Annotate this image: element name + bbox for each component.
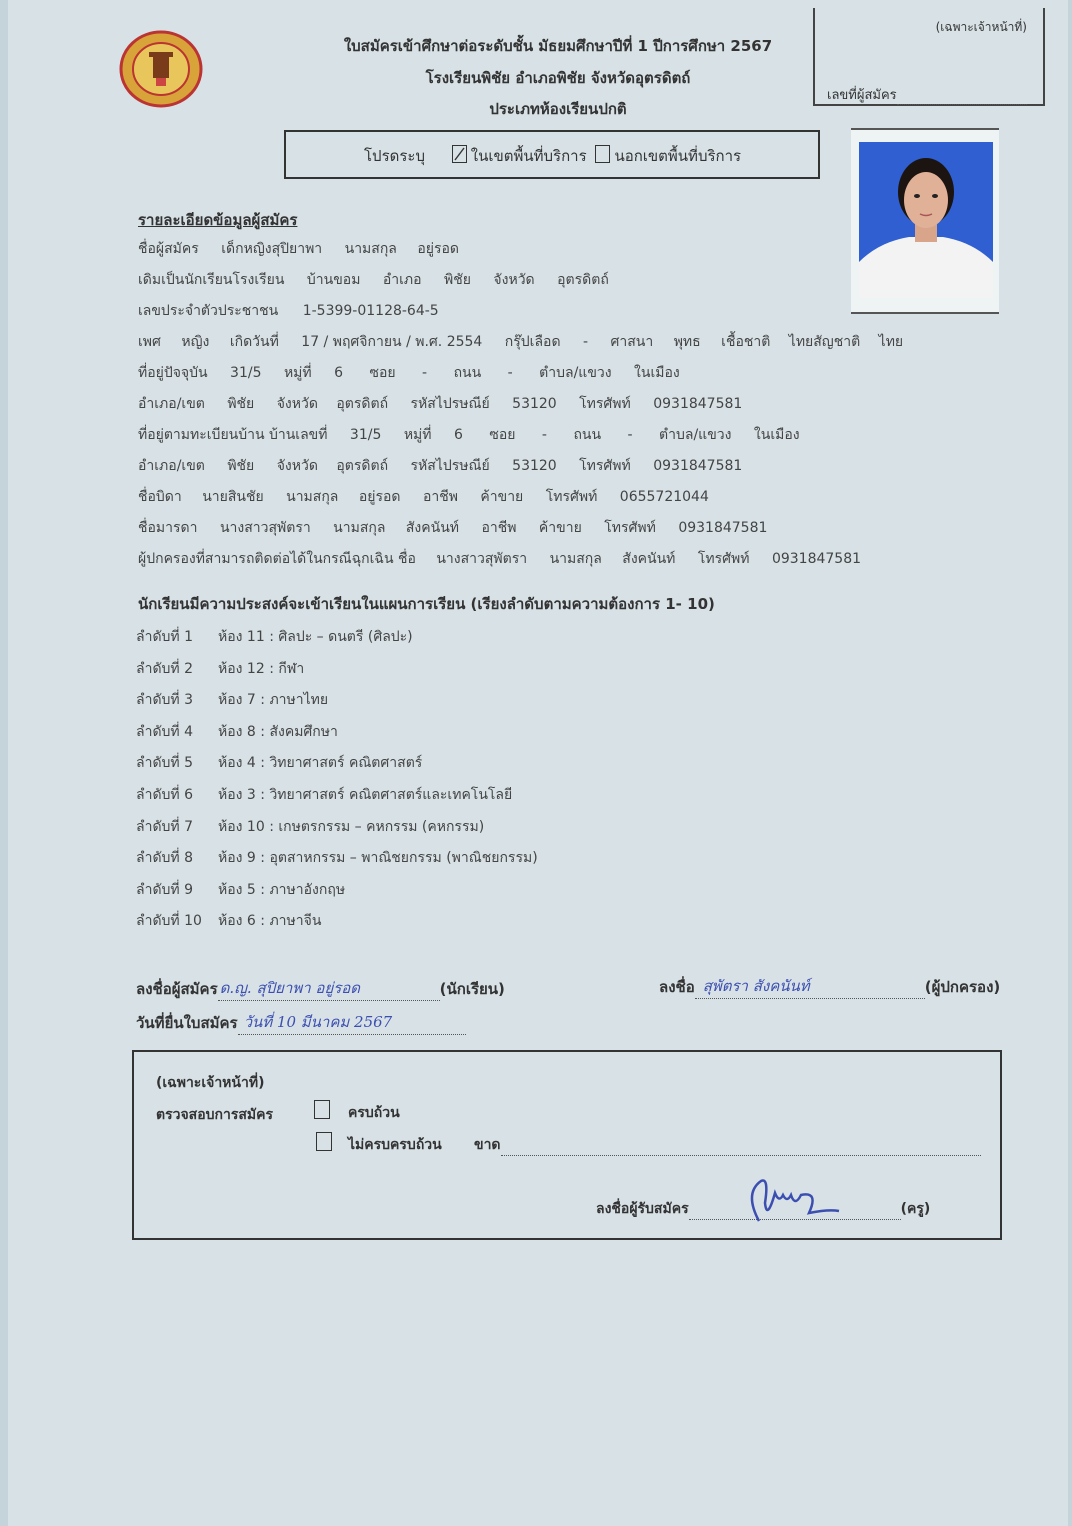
registered-district-row: อำเภอ/เขต พิชัย จังหวัด อุตรดิตถ์ รหัสไปรษณีย์ 53120 โทรศัพท์ 0931847581 bbox=[138, 458, 743, 474]
submit-date-row: วันที่ยื่นใบสมัคร วันที่ 10 มีนาคม 2567 bbox=[136, 1010, 466, 1035]
choice-rank: ลำดับที่ 4 bbox=[136, 723, 194, 740]
choice-rank: ลำดับที่ 6 bbox=[136, 787, 194, 803]
check-application-label: ตรวจสอบการสมัคร bbox=[156, 1107, 274, 1123]
choice-room: ห้อง 5 : ภาษาอังกฤษ bbox=[218, 881, 346, 898]
current-district-row: อำเภอ/เขต พิชัย จังหวัด อุตรดิตถ์ รหัสไปรษณีย์ 53120 โทรศัพท์ 0931847581 bbox=[138, 396, 743, 412]
choice-rank: ลำดับที่ 7 bbox=[136, 818, 194, 835]
application-form bbox=[8, 0, 1068, 1526]
choice-room: ห้อง 6 : ภาษาจีน bbox=[218, 913, 322, 930]
office-use-title: (เฉพาะเจ้าหน้าที่) bbox=[156, 1075, 265, 1091]
applicant-number-field[interactable]: เลขที่ผู้สมัคร bbox=[827, 84, 1027, 105]
official-use-label: (เฉพาะเจ้าหน้าที่) bbox=[935, 20, 1027, 34]
out-area-label: นอกเขตพื้นที่บริการ bbox=[614, 147, 742, 165]
birth-date: 17 / พฤศจิกายน / พ.ศ. 2554 bbox=[301, 334, 483, 350]
choice-rank: ลำดับที่ 3 bbox=[136, 692, 194, 709]
plan-choice-7 bbox=[136, 816, 484, 838]
choice-rank: ลำดับที่ 5 bbox=[136, 755, 194, 772]
in-area-label: ในเขตพื้นที่บริการ bbox=[470, 147, 587, 165]
guardian-row: ผู้ปกครองที่สามารถติดต่อได้ในกรณีฉุกเฉิน ชื่อ นางสาวสุพัตรา นามสกุล สังคนันท์ โทรศัพท์ 0931847581 bbox=[138, 548, 861, 570]
previous-school-row: เดิมเป็นนักเรียนโรงเรียน บ้านขอม อำเภอ พิชัย จังหวัด อุตรดิตถ์ bbox=[138, 269, 609, 291]
choice-rank: ลำดับที่ 1 bbox=[136, 629, 194, 645]
applicant-name: เด็กหญิงสุปิยาพา bbox=[221, 241, 323, 257]
office-use-section bbox=[132, 1050, 1002, 1240]
applicant-photo bbox=[851, 128, 999, 314]
plan-choice-3 bbox=[136, 689, 328, 711]
plan-preference-title: นักเรียนมีความประสงค์จะเข้าเรียนในแผนการเรียน (เรียงลำดับตามความต้องการ 1- 10) bbox=[138, 595, 715, 613]
choice-room: ห้อง 8 : สังคมศึกษา bbox=[218, 723, 338, 740]
applicant-signature[interactable]: ด.ญ. สุปิยาพา อยู่รอด bbox=[218, 976, 440, 1001]
complete-label: ครบถ้วน bbox=[348, 1105, 400, 1121]
check-mark-icon bbox=[453, 146, 466, 162]
plan-choice-2 bbox=[136, 658, 304, 680]
plan-choice-6 bbox=[136, 784, 512, 806]
incomplete-label: ไม่ครบครบถ้วน bbox=[348, 1137, 442, 1153]
portrait-photo bbox=[859, 142, 993, 298]
plan-choice-10 bbox=[136, 910, 321, 932]
choice-room: ห้อง 3 : วิทยาศาสตร์ คณิตศาสตร์และเทคโนโลยี bbox=[218, 787, 513, 803]
choice-rank: ลำดับที่ 2 bbox=[136, 660, 194, 677]
parent-signature[interactable]: สุพัตรา สังคนันท์ bbox=[695, 974, 925, 999]
mother-row: ชื่อมารดา นางสาวสุพัตรา นามสกุล สังคนันท์ อาชีพ ค้าขาย โทรศัพท์ 0931847581 bbox=[138, 517, 767, 539]
complete-checkbox[interactable] bbox=[314, 1100, 330, 1119]
choice-room: ห้อง 9 : อุตสาหกรรม – พาณิชยกรรม (พาณิชยกรรม) bbox=[218, 850, 538, 867]
plan-choice-1 bbox=[136, 626, 413, 648]
receiver-signature-row: ลงชื่อผู้รับสมัคร (ครู) bbox=[596, 1198, 930, 1220]
choice-rank: ลำดับที่ 10 bbox=[136, 913, 202, 930]
receiver-signature[interactable] bbox=[689, 1219, 901, 1220]
choice-room: ห้อง 10 : เกษตรกรรม – คหกรรม (คหกรรม) bbox=[218, 818, 485, 835]
out-area-checkbox[interactable] bbox=[595, 145, 610, 163]
choice-room: ห้อง 4 : วิทยาศาสตร์ คณิตศาสตร์ bbox=[218, 755, 423, 772]
plan-choice-9 bbox=[136, 879, 345, 901]
handwritten-signature-icon bbox=[739, 1173, 849, 1229]
parent-signature-row: ลงชื่อ สุพัตรา สังคนันท์ (ผู้ปกครอง) bbox=[659, 974, 1000, 999]
citizen-id-row: เลขประจำตัวประชาชน 1-5399-01128-64-5 bbox=[138, 303, 439, 319]
applicant-signature-row: ลงชื่อผู้สมัคร ด.ญ. สุปิยาพา อยู่รอด (นักเรียน) bbox=[136, 976, 505, 1001]
incomplete-checkbox[interactable] bbox=[316, 1132, 332, 1151]
classroom-type: ประเภทห้องเรียนปกติ bbox=[489, 100, 627, 118]
official-use-box bbox=[813, 8, 1045, 106]
citizen-id: 1-5399-01128-64-5 bbox=[302, 303, 439, 319]
choice-room: ห้อง 11 : ศิลปะ – ดนตรี (ศิลปะ) bbox=[218, 629, 413, 645]
specify-label: โปรดระบุ bbox=[364, 147, 426, 165]
applicant-name-row: ชื่อผู้สมัคร เด็กหญิงสุปิยาพา นามสกุล อยู่รอด bbox=[138, 238, 459, 260]
registered-address-row: ที่อยู่ตามทะเบียนบ้าน บ้านเลขที่ 31/5 หมู่ที่ 6 ซอย - ถนน - ตำบล/แขวง ในเมือง bbox=[138, 427, 800, 443]
form-title: ใบสมัครเข้าศึกษาต่อระดับชั้น มัธยมศึกษาปีที่ 1 ปีการศึกษา 2567 bbox=[343, 37, 773, 55]
choice-room: ห้อง 7 : ภาษาไทย bbox=[218, 692, 329, 709]
previous-school: บ้านขอม bbox=[306, 272, 361, 288]
mother-name: นางสาวสุพัตรา bbox=[219, 520, 311, 536]
choice-room: ห้อง 12 : กีฬา bbox=[218, 660, 305, 677]
school-name: โรงเรียนพิชัย อำเภอพิชัย จังหวัดอุตรดิตถ์ bbox=[425, 69, 691, 87]
current-address-row: ที่อยู่ปัจจุบัน 31/5 หมู่ที่ 6 ซอย - ถนน - ตำบล/แขวง ในเมือง bbox=[138, 365, 680, 381]
father-name: นายสินชัย bbox=[202, 489, 264, 505]
plan-choice-4 bbox=[136, 721, 338, 743]
plan-choice-8 bbox=[136, 847, 538, 869]
service-area-box bbox=[284, 130, 820, 179]
submit-date[interactable]: วันที่ 10 มีนาคม 2567 bbox=[238, 1010, 466, 1035]
personal-info-row: เพศ หญิง เกิดวันที่ 17 / พฤศจิกายน / พ.ศ. 2554 กรุ๊ปเลือด - ศาสนา พุทธ เชื้อชาติ ไทยสัญชาติ ไทย bbox=[138, 331, 903, 353]
choice-rank: ลำดับที่ 9 bbox=[136, 881, 194, 898]
choice-rank: ลำดับที่ 8 bbox=[136, 850, 194, 867]
plan-choice-5 bbox=[136, 752, 422, 774]
section-applicant-details: รายละเอียดข้อมูลผู้สมัคร bbox=[138, 211, 298, 229]
missing-field[interactable]: ขาด bbox=[474, 1134, 981, 1156]
guardian-name: นางสาวสุพัตรา bbox=[436, 551, 528, 567]
in-area-checkbox[interactable] bbox=[452, 145, 467, 163]
applicant-surname: อยู่รอด bbox=[417, 241, 459, 257]
father-row: ชื่อบิดา นายสินชัย นามสกุล อยู่รอด อาชีพ ค้าขาย โทรศัพท์ 0655721044 bbox=[138, 486, 709, 508]
